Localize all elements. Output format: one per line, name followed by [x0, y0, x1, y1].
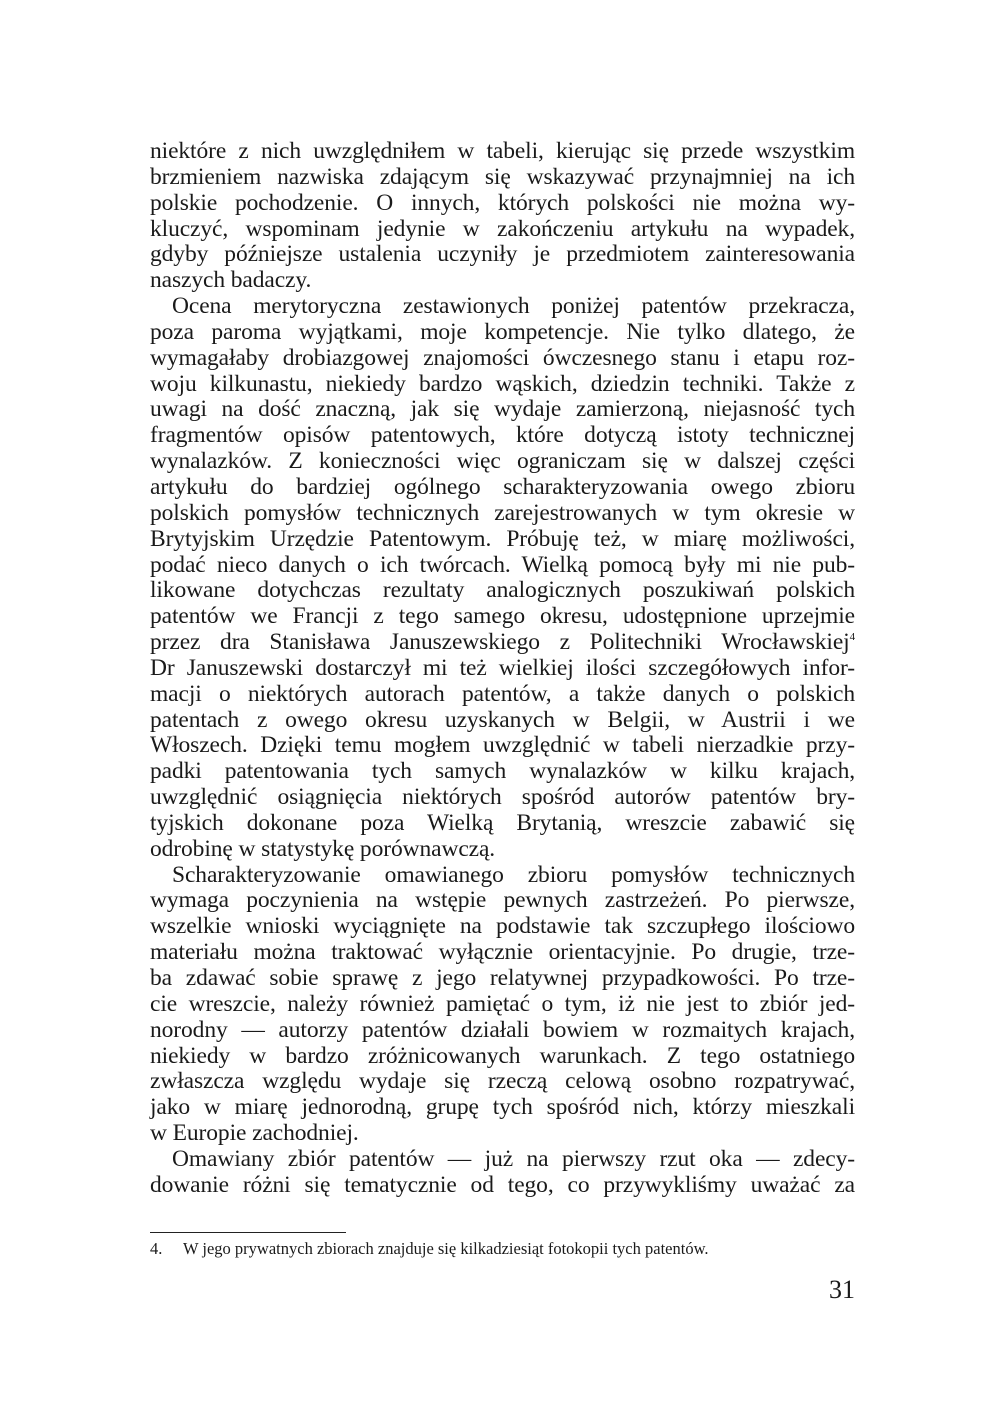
paragraph-4 — [150, 1147, 855, 1199]
footnote-number: 4. — [150, 1239, 163, 1258]
text-line: wszelkie wnioski wyciągnięte na podstawie tak szczupłego ilościowo — [150, 913, 855, 940]
text-line: niektóre z nich uwzględniłem w tabeli, kierując się przede wszystkim — [150, 138, 855, 164]
footnote-ref[interactable]: 4 — [849, 631, 855, 644]
paragraph-1 — [150, 139, 855, 294]
text-line: ba zdawać sobie sprawę z jego relatywnej przypadkowości. Po trze- — [150, 965, 855, 991]
text-line: wynalazków. Z konieczności więc ograniczam się w dalszej części — [150, 448, 855, 475]
text-line: Omawiany zbiór patentów — już na pierwszy rzut oka — zdecy- — [172, 1145, 855, 1172]
footnote-divider — [150, 1232, 346, 1233]
text-line: naszych badaczy. — [150, 267, 312, 294]
text-line: artykułu do bardziej ogólnego scharakteryzowania owego zbioru — [150, 473, 855, 500]
text-line: patentach z owego okresu uzyskanych w Belgii, w Austrii i we — [150, 706, 855, 733]
text-line: jako w miarę jednorodną, grupę tych spośród nich, którzy mieszkali — [150, 1094, 855, 1121]
text-line: kluczyć, wspominam jedynie w zakończeniu artykułu na wypadek, — [150, 215, 855, 242]
text-line: gdyby późniejsze ustalenia uczyniły je przedmiotem zainteresowania — [150, 241, 855, 268]
text-line: cie wreszcie, należy również pamiętać o tym, iż nie jest to zbiór jed- — [150, 990, 855, 1017]
text-line: uwagi na dość znaczną, jak się wydaje zamierzoną, niejasność tych — [150, 396, 855, 423]
text-line: tyjskich dokonane poza Wielką Brytanią, wreszcie zabawić się — [150, 809, 855, 836]
text-line: materiału można traktować wyłącznie orientacyjnie. Po drugie, trze- — [150, 939, 855, 966]
text-line: norodny — autorzy patentów działali bowiem w rozmaitych krajach, — [150, 1016, 855, 1043]
text-line: woju kilkunastu, niekiedy bardzo wąskich, dziedzin techniki. Także z — [150, 370, 855, 397]
text-line-with-footnote-ref — [150, 630, 855, 656]
body-text — [150, 139, 855, 1199]
text-line: uwzględnić osiągnięcia niektórych spośród autorów patentów bry- — [150, 784, 855, 811]
text-span: przez dra Stanisława Januszewskiego z Politechniki Wrocławskiej — [150, 629, 850, 656]
text-line: wymaga poczynienia na wstępie pewnych zastrzeżeń. Po pierwsze, — [150, 887, 855, 914]
text-line: Brytyjskim Urzędzie Patentowym. Próbuję też, w miarę możliwości, — [150, 525, 855, 552]
text-line: Włoszech. Dzięki temu mogłem uwzględnić w tabeli nierzadkie przy- — [150, 732, 855, 759]
footnote-text: W jego prywatnych zbiorach znajduje się kilkadziesiąt fotokopii tych patentów. — [183, 1239, 709, 1258]
text-line: odrobinę w statystykę porównawczą. — [150, 835, 496, 862]
text-line: dowanie różni się tematycznie od tego, co przywykliśmy uważać za — [150, 1171, 855, 1198]
text-line: polskie pochodzenie. O innych, których polskości nie można wy- — [150, 189, 855, 216]
footnote — [150, 1238, 855, 1260]
text-line: macji o niektórych autorach patentów, a także danych o polskich — [150, 680, 855, 707]
text-line: fragmentów opisów patentowych, które dotyczą istoty technicznej — [150, 422, 855, 449]
page-number: 31 — [829, 1275, 855, 1304]
text-line: podać nieco danych o ich twórcach. Wielką pomocą były mi nie pub- — [150, 551, 855, 578]
text-line: likowane dotychczas rezultaty analogicznych poszukiwań polskich — [150, 577, 855, 604]
text-line: padki patentowania tych samych wynalazków w kilku krajach, — [150, 758, 855, 785]
paragraph-3 — [150, 863, 855, 1147]
text-line: zwłaszcza względu wydaje się rzeczą celową osobno rozpatrywać, — [150, 1068, 855, 1095]
text-line: polskich pomysłów technicznych zarejestrowanych w tym okresie w — [150, 499, 855, 526]
text-line: Ocena merytoryczna zestawionych poniżej patentów przekracza, — [172, 293, 855, 320]
text-line: wymagałaby drobiazgowej znajomości ówczesnego stanu i etapu roz- — [150, 344, 855, 371]
text-line: Scharakteryzowanie omawianego zbioru pomysłów technicznych — [172, 861, 855, 888]
text-line: niekiedy w bardzo zróżnicowanych warunkach. Z tego ostatniego — [150, 1042, 855, 1069]
text-line: brzmieniem nazwiska zdającym się wskazywać przynajmniej na ich — [150, 163, 855, 190]
text-line: poza paroma wyjątkami, moje kompetencje. Nie tylko dlatego, że — [150, 318, 855, 345]
text-line: patentów we Francji z tego samego okresu, udostępnione uprzejmie — [150, 603, 855, 630]
text-line: w Europie zachodniej. — [150, 1120, 359, 1147]
paragraph-2 — [150, 294, 855, 863]
text-line: Dr Januszewski dostarczył mi też wielkiej ilości szczegółowych infor- — [150, 654, 855, 681]
